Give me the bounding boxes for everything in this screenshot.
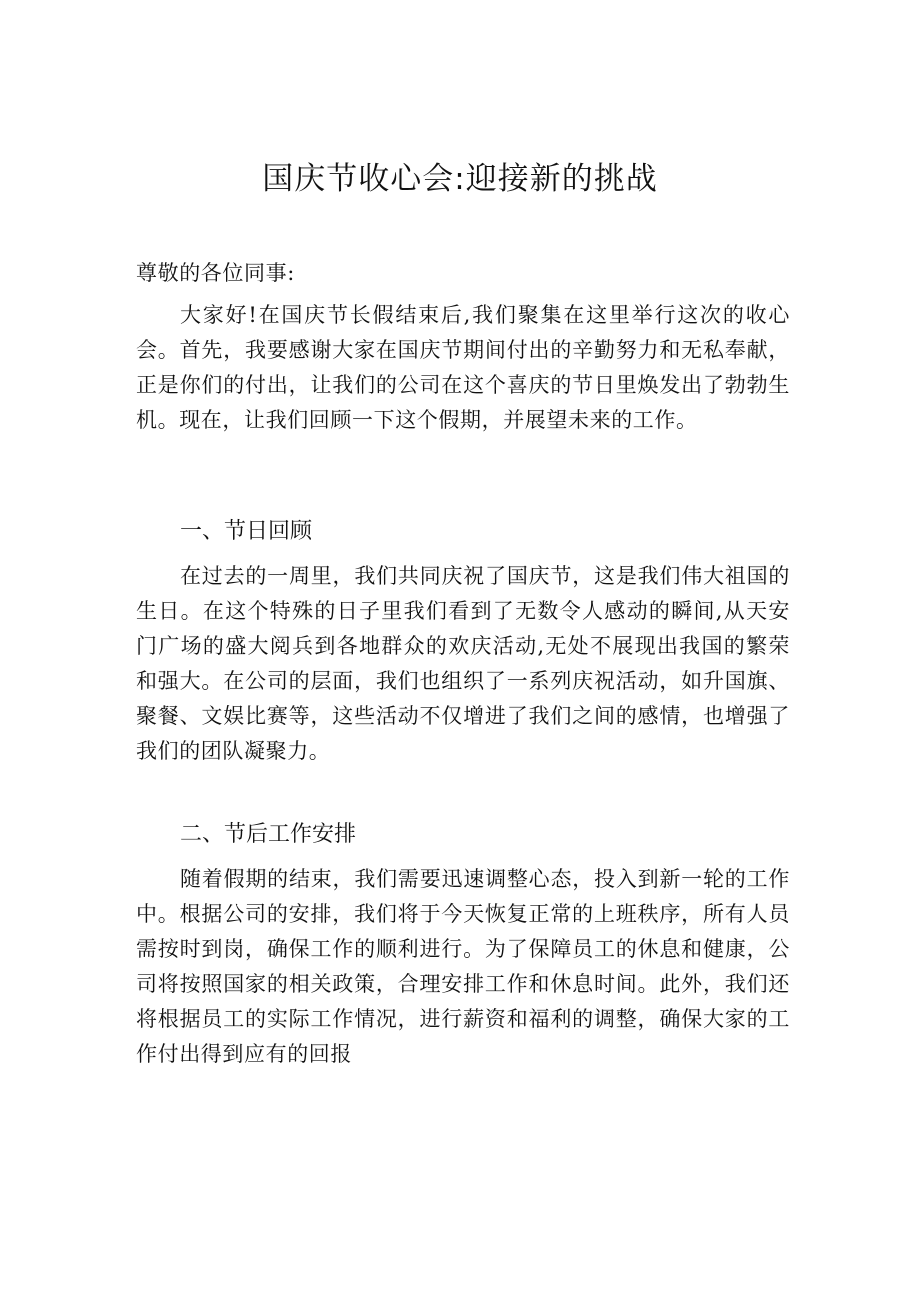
document-title: 国庆节收心会:迎接新的挑战 bbox=[262, 161, 658, 197]
section-heading-holiday-review: 一、节日回顾 bbox=[180, 519, 313, 544]
intro-paragraph: 大家好!在国庆节长假结束后,我们聚集在这里举行这次的收心会。首先，我要感谢大家在国庆节期间付出的辛勤努力和无私奉献，正是你们的付出，让我们的公司在这个喜庆的节日里焕发出了勃勃生机。现在，让我们回顾一下这个假期，并展望未来的工作。 bbox=[136, 303, 790, 432]
section-heading-work-arrangement: 二、节后工作安排 bbox=[180, 822, 357, 847]
section-paragraph-work-arrangement: 随着假期的结束，我们需要迅速调整心态，投入到新一轮的工作中。根据公司的安排，我们将于今天恢复正常的上班秩序，所有人员需按时到岗，确保工作的顺利进行。为了保障员工的休息和健康，公司将按照国家的相关政策，合理安排工作和休息时间。此外，我们还将根据员工的实际工作情况，进行薪资和福利的调整，确保大家的工作付出得到应有的回报 bbox=[136, 867, 790, 1066]
section-paragraph-holiday-review: 在过去的一周里，我们共同庆祝了国庆节，这是我们伟大祖国的生日。在这个特殊的日子里我们看到了无数令人感动的瞬间,从天安门广场的盛大阅兵到各地群众的欢庆活动,无处不展现出我国的繁荣和强大。在公司的层面，我们也组织了一系列庆祝活动，如升国旗、聚餐、文娱比赛等，这些活动不仅增进了我们之间的感情，也增强了我们的团队凝聚力。 bbox=[136, 564, 790, 763]
greeting: 尊敬的各位同事: bbox=[136, 261, 295, 285]
